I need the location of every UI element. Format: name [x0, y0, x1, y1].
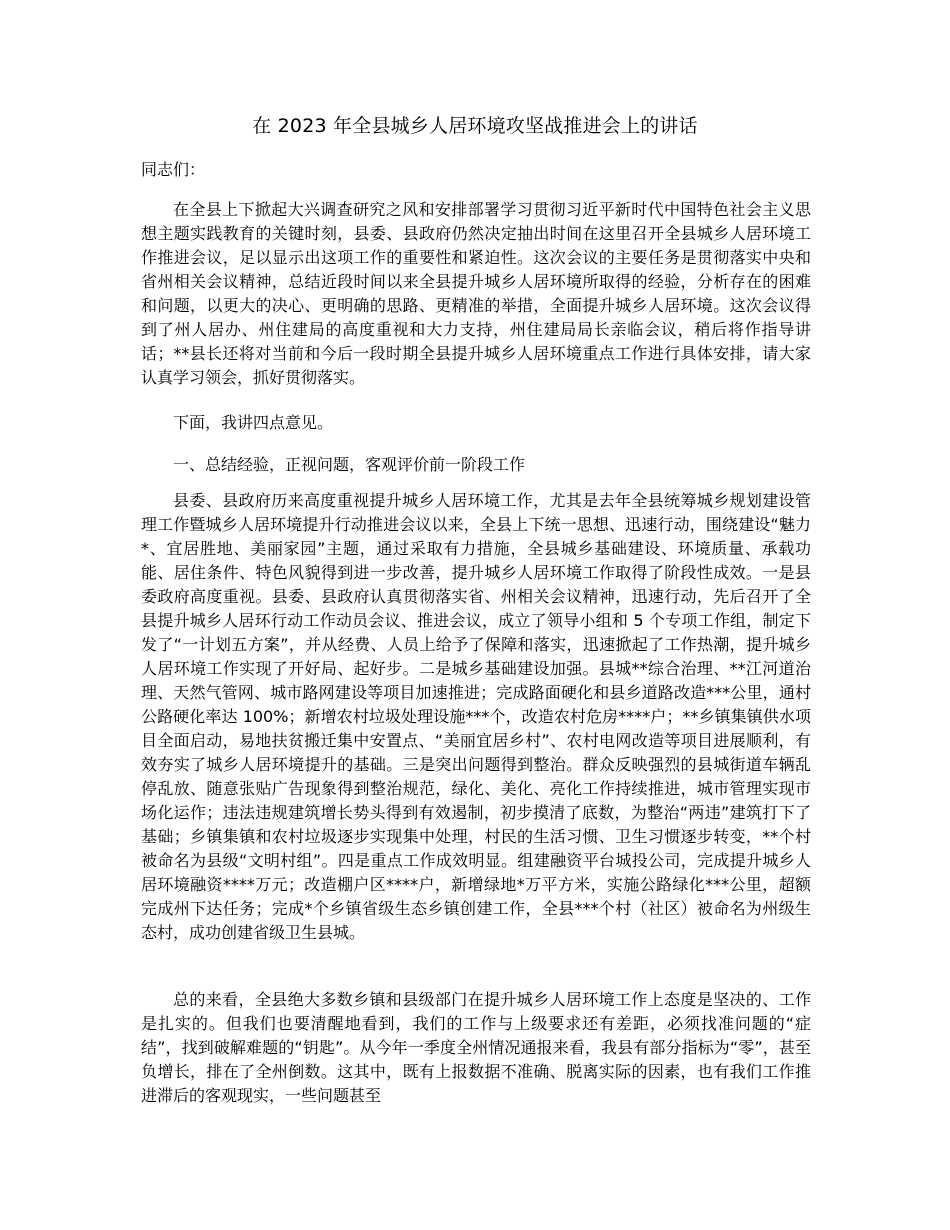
paragraph-intro: 在全县上下掀起大兴调查研究之风和安排部署学习贯彻习近平新时代中国特色社会主义思想主题实践教育的关键时刻，县委、县政府仍然决定抽出时间在这里召开全县城乡人居环境工作推进会议，足以显示出这项工作的重要性和紧迫性。这次会议的主要任务是贯彻落实中央和省州相关会议精神，总结近段时间以来全县提升城乡人居环境所取得的经验，分析存在的困难和问题，以更大的决心、更明确的思路、更精准的举措，全面提升城乡人居环境。这次会议得到了州人居办、州住建局的高度重视和大力支持，州住建局局长亲临会议，稍后将作指导讲话；**县长还将对当前和今后一段时期全县提升城乡人居环境重点工作进行具体安排，请大家认真学习领会，抓好贯彻落实。 — [141, 200, 811, 387]
paragraph-problems: 总的来看，全县绝大多数乡镇和县级部门在提升城乡人居环境工作上态度是坚决的、工作是扎实的。但我们也要清醒地看到，我们的工作与上级要求还有差距，必须找准问题的“症结”，找到破解难题的“钥匙”。从今年一季度全州情况通报来看，我县有部分指标为“零”，甚至负增长，排在了全州倒数。这其中，既有上报数据不准确、脱离实际的因素，也有我们工作推进滞后的客观现实，一些问题甚至 — [141, 990, 811, 1105]
section-heading-one: 一、总结经验，正视问题，客观评价前一阶段工作 — [173, 455, 526, 474]
greeting: 同志们： — [141, 160, 206, 179]
document-title: 在 2023 年全县城乡人居环境攻坚战推进会上的讲话 — [252, 115, 698, 137]
paragraph-achievements: 县委、县政府历来高度重视提升城乡人居环境工作，尤其是去年全县统筹城乡规划建设管理工作暨城乡人居环境提升行动推进会议以来，全县上下统一思想、迅速行动，围绕建设“魅力*、宜居胜地、美丽家园”主题，通过采取有力措施，全县城乡基础建设、环境质量、承载功能、居住条件、特色风貌得到进一步改善，提升城乡人居环境工作取得了阶段性成效。一是县委政府高度重视。县委、县政府认真贯彻落实省、州相关会议精神，迅速行动，先后召开了全县提升城乡人居环行动工作动员会议、推进会议，成立了领导小组和 5 个专项工作组，制定下发了“一计划五方案”，并从经费、人员上给予了保障和落实，迅速掀起了工作热潮，提升城乡人居环境工作实现了开好局、起好步。二是城乡基础建设加强。县城**综合治理、**江河道治理、天然气管网、城市路网建设等项目加速推进；完成路面硬化和县乡道路改造***公里，通村公路硬化率达 100%；新增农村垃圾处理设施***个，改造农村危房****户；**乡镇集镇供水项目全面启动，易地扶贫搬迁集中安置点、“美丽宜居乡村”、农村电网改造等项目进展顺利，有效夯实了城乡人居环境提升的基础。三是突出问题得到整治。群众反映强烈的县城街道车辆乱停乱放、随意张贴广告现象得到整治规范，绿化、美化、亮化工作持续推进，城市管理实现市场化运作；违法违规建筑增长势头得到有效遏制，初步摸清了底数，为整治“两违”建筑打下了基础；乡镇集镇和农村垃圾逐步实现集中处理，村民的生活习惯、卫生习惯逐步转变，**个村被命名为县级“文明村组”。四是重点工作成效明显。组建融资平台城投公司，完成提升城乡人居环境融资****万元；改造棚户区****户，新增绿地*万平方米，实施公路绿化***公里，超额完成州下达任务；完成*个乡镇省级生态乡镇创建工作，全县***个村（社区）被命名为州级生态村，成功创建省级卫生县城。 — [141, 491, 811, 942]
paragraph-four-points: 下面，我讲四点意见。 — [173, 413, 334, 432]
